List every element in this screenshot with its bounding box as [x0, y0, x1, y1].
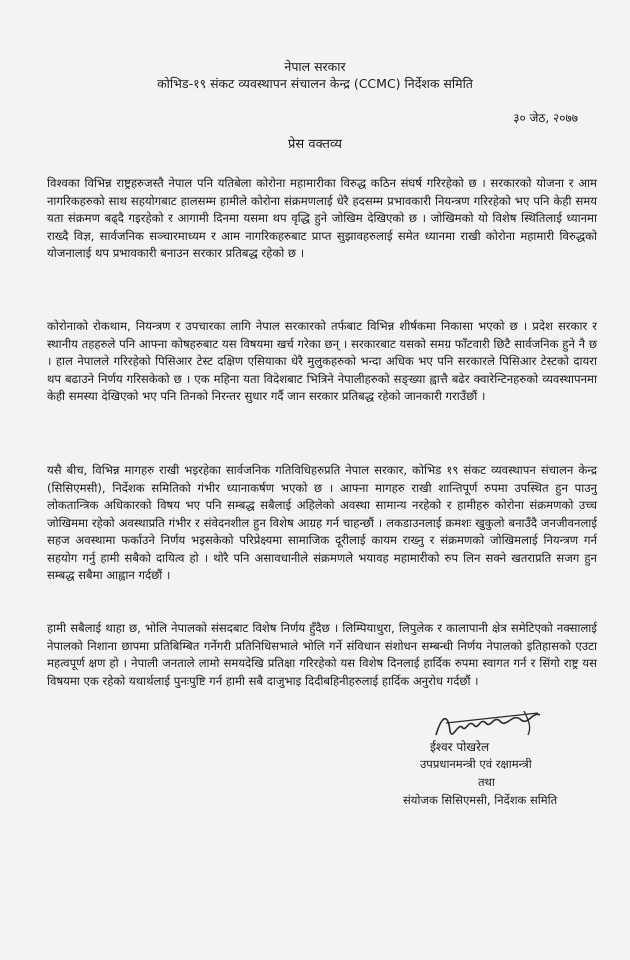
signatory-conjunction: तथा	[478, 775, 495, 789]
signatory-name: ईश्वर पोखरेल	[430, 740, 490, 754]
header-committee: कोभिड-१९ संकट व्यवस्थापन संचालन केन्द्र (CCMC) निर्देशक समिति	[157, 76, 473, 91]
paragraph-3: यसै बीच, विभिन्न मागहरु राखी भइरहेका सार्वजनिक गतिविधिहरुप्रति नेपाल सरकार, कोभिड १९ संकट व्यवस्थापन संचालन केन्द्र (सिसिएमसी), निर्देशक समितिको गंभीर ध्यानाकर्षण भएको छ । आफ्ना मागहरु राखी शान्तिपूर्ण रुपमा उपस्थित हुन पाउनु लोकतान्त्रिक अधिकारको विषय भए पनि सम्बद्ध सबैलाई अहिलेको अवस्था सामान्य नरहेको र हामीहरु कोरोना संक्रमणको उच्च जोखिममा रहेको अवस्थाप्रति गंभीर र संवेदनशील हुन विशेष आग्रह गर्न चाहन्छौं । लकडाउनलाई क्रमशः खुकुलो बनाउँदै जनजीवनलाई सहज अवस्थामा फर्काउने निर्णय भइसकेको परिप्रेक्ष्यमा सामाजिक दूरीलाई कायम राख्नु र संक्रमणको जोखिमलाई नियन्त्रण गर्न सहयोग गर्नु हामी सबैको दायित्व हो । थोरै पनि असावधानीले संक्रमणले भयावह महामारीको रुप लिन सक्ने खतराप्रति सजग हुन सम्बद्ध सबैमा आह्वान गर्दछौं ।	[47, 463, 597, 582]
document-date: ३० जेठ, २०७७	[513, 111, 578, 125]
signatory-role: संयोजक सिसिएमसी, निर्देशक समिति	[403, 793, 558, 807]
signatory-title: उपप्रधानमन्त्री एवं रक्षामन्त्री	[420, 757, 532, 771]
header-government: नेपाल सरकार	[284, 59, 346, 74]
paragraph-4: हामी सबैलाई थाहा छ, भोलि नेपालको संसदबाट विशेष निर्णय हुँदैछ । लिम्पियाधुरा, लिपुलेक र कालापानी क्षेत्र समेटिएको नक्सालाई नेपालको निशाना छापमा प्रतिबिम्बित गर्नेगरी प्रतिनिधिसभाले भोलि गर्ने संविधान संशोधन सम्बन्धी निर्णय नेपालको इतिहासको एउटा महत्वपूर्ण क्षण हो । नेपाली जनताले लामो समयदेखि प्रतिक्षा गरिरहेको यस विशेष दिनलाई हार्दिक रुपमा स्वागत गर्न र सिंगो राष्ट्र यस विषयमा एक रहेको यथार्थलाई पुनःपुष्टि गर्न हामी सबै दाजुभाइ दिदीबहिनीहरुलाई हार्दिक अनुरोध गर्दछौं ।	[47, 621, 597, 688]
paragraph-1: विश्वका विभिन्न राष्ट्रहरुजस्तै नेपाल पनि यतिबेला कोरोना महामारीका विरुद्ध कठिन संघर्ष गरिरहेको छ । सरकारको योजना र आम नागरिकहरुको साथ सहयोगबाट हालसम्म हामीले कोरोना संक्रमणलाई धेरै हदसम्म प्रभावकारी नियन्त्रण गरिरहेको भए पनि केही समय यता संक्रमण बढ्दै गइरहेको र आगामी दिनमा यसमा थप वृद्धि हुने जोखिम देखिएको छ । जोखिमको यो विशेष स्थितिलाई ध्यानमा राख्दै विज्ञ, सार्वजनिक सञ्चारमाध्यम र आम नागरिकहरुबाट प्राप्त सुझावहरुलाई समेत ध्यानमा राखी कोरोना महामारी विरुद्धको योजनालाई थप प्रभावकारी बनाउन सरकार प्रतिबद्ध रहेको छ ।	[47, 176, 597, 260]
paragraph-2: कोरोनाको रोकथाम, नियन्त्रण र उपचारका लागि नेपाल सरकारको तर्फबाट विभिन्न शीर्षकमा निकासा भएको छ । प्रदेश सरकार र स्थानीय तहहरुले पनि आफ्ना कोषहरुबाट यस विषयमा खर्च गरेका छन् । सरकारबाट यसको समग्र फाँटवारी छिटै सार्वजनिक हुने नै छ । हाल नेपालले गरिरहेको पिसिआर टेस्ट दक्षिण एसियाका धेरै मुलुकहरुको भन्दा अधिक भए पनि सरकारले पिसिआर टेस्टको दायरा थप बढाउने निर्णय गरिसकेको छ । एक महिना यता विदेशबाट भित्रिने नेपालीहरुको सङ्ख्या ह्वात्तै बढेर क्वारेन्टिनहरुको व्यवस्थापनमा केही समस्या देखिएको भए पनि तिनको निरन्तर सुधार गर्दै जान सरकार प्रतिबद्ध रहेको जानकारी गराउँछौं ।	[47, 319, 597, 403]
document-title: प्रेस वक्तव्य	[288, 137, 342, 152]
